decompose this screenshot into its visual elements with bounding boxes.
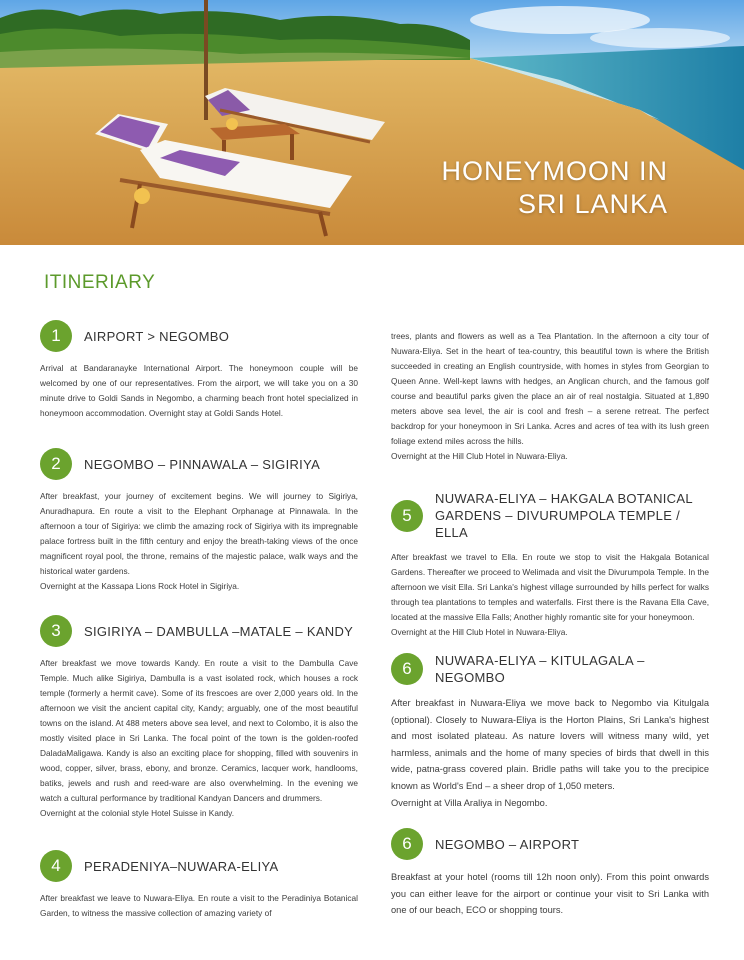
day-title: NUWARA-ELIYA – KITULAGALA – NEGOMBO xyxy=(435,653,645,685)
day-header xyxy=(40,850,358,882)
day-title-line2: GARDENS – DIVURUMPOLA TEMPLE / ELLA xyxy=(435,508,680,540)
day-text: After breakfast, your journey of excitement begins. We will journey to Sigiriya, Anuradhapura. En route a visit to the Elephant Orphanage at Pinnawala. In the afternoon a tour of Sigiriya: we climb the amazing rock of Sigiriya with its impregnable palace fortress built in the fifth century and enjoy the breath-taking views of the once magnificent royal pool, the throne, remains of the majestic palace, walk ways and the historical water gardens. xyxy=(40,491,358,576)
hero-title xyxy=(441,155,668,221)
overnight-stay: Overnight at the Hill Club Hotel in Nuwara-Eliya. xyxy=(391,451,568,461)
day-6 xyxy=(391,652,709,811)
day-title: PERADENIYA–NUWARA-ELIYA xyxy=(84,858,279,874)
day-2 xyxy=(40,448,358,594)
day-header xyxy=(391,828,709,860)
day-7 xyxy=(391,828,709,919)
day-number-badge: 5 xyxy=(391,500,423,532)
overnight-stay: Overnight at the Kassapa Lions Rock Hotel in Sigiriya. xyxy=(40,581,240,591)
day-number-badge: 2 xyxy=(40,448,72,480)
itinerary-heading: ITINERIARY xyxy=(44,272,156,293)
day-title-line1: NUWARA-ELIYA – HAKGALA BOTANICAL xyxy=(435,491,693,506)
hero-banner xyxy=(0,0,744,245)
day-title xyxy=(435,490,709,541)
day-description xyxy=(40,656,358,821)
day-number-badge: 6 xyxy=(391,828,423,860)
day-1 xyxy=(40,320,358,421)
day-text: After breakfast in Nuwara-Eliya we move back to Negombo via Kitulgala (optional). Closely to Nuwara-Eliya is the Horton Plains, Sri Lanka's highest and most isolated plateau. As nature lovers will witness many wild, yet harmless, animals and the home of many species of birds that dwell in this wide, patna-grass covered plain. Bridle paths will take you to the precipice known as World's End – a sheer drop of 1,050 meters. xyxy=(391,698,709,791)
overnight-stay: Overnight at Villa Araliya in Negombo. xyxy=(391,797,548,808)
overnight-stay: Overnight at the Hill Club Hotel in Nuwara-Eliya. xyxy=(391,627,568,637)
day-title: AIRPORT > NEGOMBO xyxy=(84,328,230,344)
day-title: NEGOMBO – AIRPORT xyxy=(435,836,580,852)
day-title: SIGIRIYA – DAMBULLA –MATALE – KANDY xyxy=(84,623,354,639)
day-4-continued xyxy=(391,329,709,464)
day-header xyxy=(40,615,358,647)
day-description xyxy=(391,550,709,640)
day-5 xyxy=(391,490,709,640)
hero-title-line1: HONEYMOON IN xyxy=(441,156,668,186)
day-text: After breakfast we move towards Kandy. En route a visit to the Dambulla Cave Temple. Much alike Sigiriya, Dambulla is a vast isolated rock, which houses a rock temple (formerly a hermit cave). Some of its frescoes are over 2,000 years old. In the afternoon we visit the ancient capital city, Kandy; arguably, one of the most beautiful towns on the island. At 488 meters above sea level, and next to Colombo, it is also the mostly visited place in Sri Lanka. The focal point of the town is the golden-roofed DaladaMaligawa. Kandy is also an exciting place for shopping, filled with souvenirs in wood, copper, silver, brass, ebony, and bronze. Ceramics, lacquer work, handlooms, batiks, jewels and rush and reed-ware are also overwhelming. In the evening we watch a cultural performance by traditional Kandyan Dancers and drummers. xyxy=(40,658,358,803)
day-3 xyxy=(40,615,358,821)
day-number-badge: 6 xyxy=(391,653,423,685)
day-text: Breakfast at your hotel (rooms till 12h noon only). From this point onwards you can either leave for the airport or continue your visit to Sri Lanka with one of our beach, ECO or shopping tours. xyxy=(391,872,709,916)
day-text: Arrival at Bandaranayke International Airport. The honeymoon couple will be welcomed by one of our representatives. From the airport, we will take you on a 30 minute drive to Goldi Sands in Negombo, a charming beach front hotel specialized in honeymoon accommodation. Overnight stay at Goldi Sands Hotel. xyxy=(40,363,358,418)
hero-title-line2: SRI LANKA xyxy=(517,189,668,219)
day-number-badge: 1 xyxy=(40,320,72,352)
day-description xyxy=(40,891,358,921)
day-number-badge: 3 xyxy=(40,615,72,647)
day-number-badge: 4 xyxy=(40,850,72,882)
day-header xyxy=(40,320,358,352)
day-text: After breakfast we leave to Nuwara-Eliya. En route a visit to the Peradiniya Botanical Garden, to witness the massive collection of amazing variety of xyxy=(40,893,358,918)
day-header xyxy=(391,652,709,686)
day-text: After breakfast we travel to Ella. En route we stop to visit the Hakgala Botanical Gardens. Thereafter we proceed to Welimada and visit the Divurumpola Temple. In the afternoon we visit Ella. Sri Lanka's highest village surrounded by hills perfect for walks through tea plantations to temples and waterfalls. First there is the Ravana Ella Cave, located at the massive Ella Falls; Another highly romantic site for your honeymoon. xyxy=(391,552,709,622)
day-description xyxy=(391,869,709,919)
day-4 xyxy=(40,850,358,921)
day-title: NEGOMBO – PINNAWALA – SIGIRIYA xyxy=(84,456,321,472)
day-description xyxy=(40,361,358,421)
overnight-stay: Overnight at the colonial style Hotel Suisse in Kandy. xyxy=(40,808,235,818)
day-text-continued: trees, plants and flowers as well as a Tea Plantation. In the afternoon a city tour of Nuwara-Eliya. Set in the heart of tea-country, this beautiful town is where the British succeeded in creating an English countryside, with homes in styles from Georgian to Queen Anne. Well-kept lawns with hedges, an Anglican church, and the famous golf course and beautiful parks given the place an air of real nostalgia. Situated at 1,890 meters above sea level, the air is cool and fresh – a serene retreat. The perfect backdrop for your honeymoon in Sri Lanka. Acres and acres of tea with its lush green foliage extend miles across the hills. xyxy=(391,331,709,446)
day-header xyxy=(391,490,709,541)
day-header xyxy=(40,448,358,480)
day-description xyxy=(40,489,358,594)
day-description xyxy=(391,695,709,811)
